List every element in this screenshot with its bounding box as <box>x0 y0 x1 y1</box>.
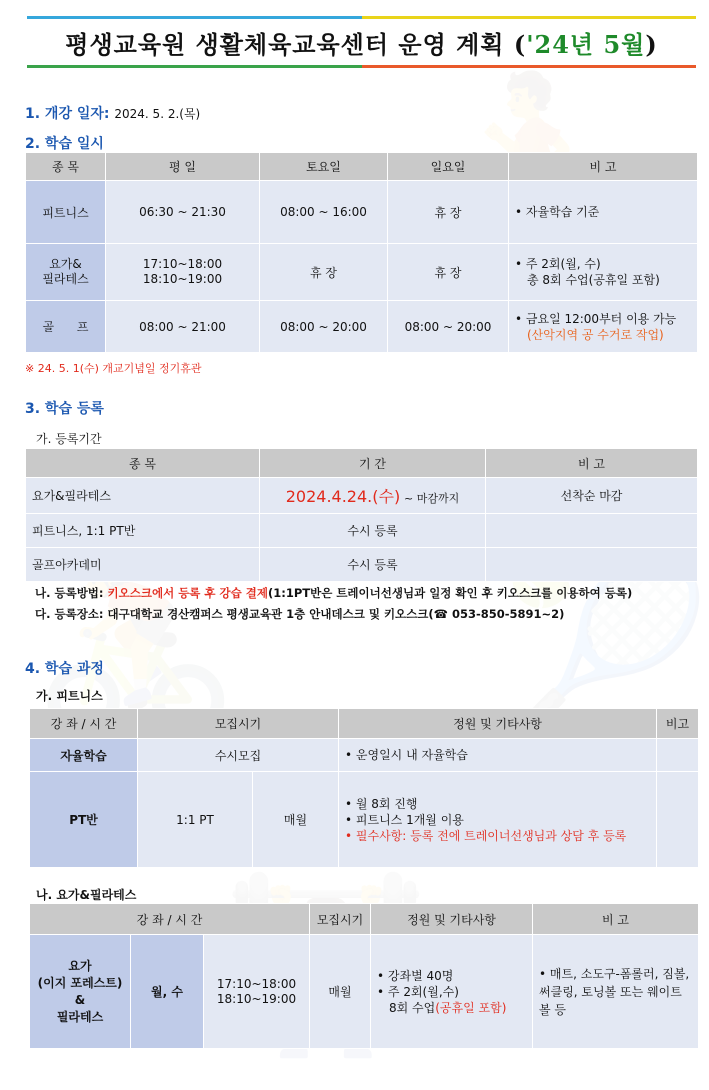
table-row: 요가 (이지 포레스트) & 필라테스 월, 수 17:10~18:00 18:10~19:00 매월 • 강좌별 40명 • 주 2회(월,수) 8회 수업(공휴일 포함) • 매트, 소도구-폼롤러, 짐볼, 써클링, 토닝볼 또는 웨이트볼 등 <box>30 935 699 1049</box>
table-row: 골프아카데미 수시 등록 <box>26 548 698 582</box>
col-header: 토요일 <box>260 153 388 181</box>
col-header: 비 고 <box>509 153 698 181</box>
schedule-table <box>25 152 698 353</box>
table-row: 자율학습 수시모집 • 운영일시 내 자율학습 <box>30 739 699 772</box>
registration-method: 나. 등록방법: 키오스크에서 등록 후 강습 결제(1:1PT반은 트레이너선생님과 일정 확인 후 키오스크를 이용하여 등록) <box>35 586 633 600</box>
registration-table: 종 목 기 간 비 고 요가&필라테스 2024.4.24.(수) ~ 마감까지 선착순 마감 피트니스, 1:1 PT반 수시 등록 골프아카데미 수시 등록 <box>25 448 698 582</box>
page-title: 평생교육원 생활체육교육센터 운영 계획 ('24년 5월) <box>65 30 658 59</box>
fitness-table: 강 좌 / 시 간 모집시기 정원 및 기타사항 비고 자율학습 수시모집 • 운영일시 내 자율학습 PT반 1:1 PT 매월 • 월 8회 진행 • 피트니스 1개월 이용 • 필수사항: 등록 전에 트레이너선생님과 상담 후 등록 <box>29 708 699 868</box>
col-header: 종 목 <box>26 153 106 181</box>
yoga-label: 나. 요가&필라테스 <box>36 888 137 902</box>
col-header: 일요일 <box>388 153 509 181</box>
table-row: PT반 1:1 PT 매월 • 월 8회 진행 • 피트니스 1개월 이용 • 필수사항: 등록 전에 트레이너선생님과 상담 후 등록 <box>30 772 699 868</box>
table-row: 피트니스 06:30 ~ 21:30 08:00 ~ 16:00 휴 장 • 자율학습 기준 <box>26 181 698 244</box>
table-row: 골 프 08:00 ~ 21:00 08:00 ~ 20:00 08:00 ~ 20:00 • 금요일 12:00부터 이용 가능 (산악지역 공 수거로 작업) <box>26 301 698 353</box>
table-row: 요가&필라테스 2024.4.24.(수) ~ 마감까지 선착순 마감 <box>26 478 698 514</box>
closure-notice: ※ 24. 5. 1(수) 개교기념일 정기휴관 <box>25 362 202 375</box>
col-header: 평 일 <box>106 153 260 181</box>
page-title-bar <box>27 16 696 68</box>
fitness-label: 가. 피트니스 <box>36 689 103 703</box>
registration-period-label: 가. 등록기간 <box>36 432 102 446</box>
registration-heading: 3. 학습 등록 <box>25 401 104 417</box>
opening-date: 1. 개강 일자: 2024. 5. 2.(목) <box>25 106 201 122</box>
table-row: 피트니스, 1:1 PT반 수시 등록 <box>26 514 698 548</box>
yoga-table: 강 좌 / 시 간 모집시기 정원 및 기타사항 비 고 요가 (이지 포레스트) & 필라테스 월, 수 17:10~18:00 18:10~19:00 매월 • 강좌별 40명 • 주 2회(월,수) 8회 수업(공휴일 포함) • 매트, 소도구-폼롤러, 짐볼, 써클링, 토닝볼 또는 웨이트볼 등 <box>29 903 699 1049</box>
schedule-heading: 2. 학습 일시 <box>25 136 104 152</box>
table-row: 요가& 필라테스 17:10~18:00 18:10~19:00 휴 장 휴 장 • 주 2회(월, 수) 총 8회 수업(공휴일 포함) <box>26 244 698 301</box>
courses-heading: 4. 학습 과정 <box>25 661 104 677</box>
registration-place: 다. 등록장소: 대구대학교 경산캠퍼스 평생교육관 1층 안내데스크 및 키오스크(☎ 053-850-5891~2) <box>35 607 565 621</box>
